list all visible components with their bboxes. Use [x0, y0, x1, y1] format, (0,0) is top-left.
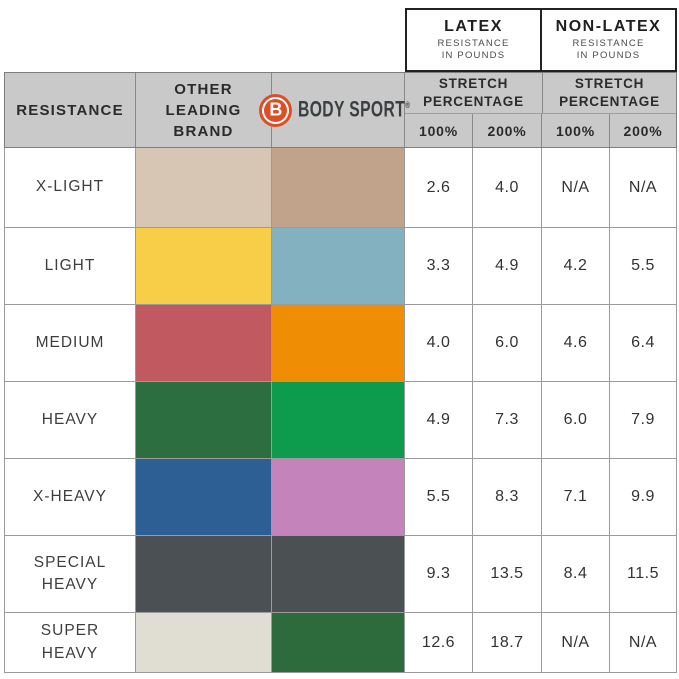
latex-100-value: 4.0: [405, 305, 473, 382]
non-latex-stretch-line1: STRETCH: [574, 76, 645, 92]
latex-stretch-percentage-header: [405, 73, 542, 114]
other-brand-swatch: [136, 228, 272, 305]
latex-subtitle-line2: IN POUNDS: [441, 50, 506, 61]
bodysport-logo-letter: B: [269, 99, 283, 120]
latex-200-label: 200%: [487, 122, 527, 139]
other-brand-line3: BRAND: [173, 122, 234, 140]
latex-200-value: 4.9: [473, 228, 542, 305]
non-latex-200-label: 200%: [623, 122, 663, 139]
resistance-in-pounds-header: [405, 8, 677, 72]
latex-100-label: 100%: [418, 122, 458, 139]
non-latex-200-column-header: [610, 114, 676, 147]
latex-subtitle: [437, 38, 509, 63]
non-latex-200-value: N/A: [610, 613, 677, 673]
non-latex-100-value: N/A: [542, 148, 610, 228]
non-latex-header-cell: [540, 10, 675, 70]
bodysport-brand-name: [298, 97, 410, 122]
other-brand-column-header: [136, 73, 272, 147]
table-header-row: [4, 72, 677, 148]
bodysport-swatch: [272, 305, 405, 382]
other-brand-swatch: [136, 459, 272, 536]
table-body: [4, 148, 677, 673]
non-latex-200-value: 6.4: [610, 305, 677, 382]
latex-stretch-line1: STRETCH: [438, 76, 509, 92]
row-label: X-LIGHT: [5, 148, 136, 228]
latex-header-cell: [407, 10, 540, 70]
other-brand-line2: LEADING: [165, 101, 242, 119]
latex-100-value: 3.3: [405, 228, 473, 305]
latex-100-column-header: [405, 114, 473, 147]
latex-subtitle-line1: RESISTANCE: [437, 37, 510, 49]
latex-200-value: 4.0: [473, 148, 542, 228]
latex-100-value: 9.3: [405, 536, 473, 613]
other-brand-line1: OTHER: [174, 80, 233, 98]
latex-100-value: 2.6: [405, 148, 473, 228]
row-label: LIGHT: [5, 228, 136, 305]
latex-200-column-header: [473, 114, 542, 147]
non-latex-100-value: 4.6: [542, 305, 610, 382]
latex-100-value: 12.6: [405, 613, 473, 673]
non-latex-100-value: 4.2: [542, 228, 610, 305]
non-latex-100-value: N/A: [542, 613, 610, 673]
latex-200-value: 8.3: [473, 459, 542, 536]
bodysport-swatch: [272, 613, 405, 673]
other-brand-swatch: [136, 536, 272, 613]
non-latex-100-label: 100%: [555, 122, 595, 139]
non-latex-100-value: 6.0: [542, 382, 610, 459]
row-label: SUPER HEAVY: [5, 613, 136, 673]
bodysport-swatch: [272, 148, 405, 228]
bodysport-name-text: BODY SPORT: [298, 97, 406, 122]
latex-200-value: 13.5: [473, 536, 542, 613]
non-latex-100-value: 7.1: [542, 459, 610, 536]
latex-200-value: 6.0: [473, 305, 542, 382]
registered-trademark-symbol: ®: [405, 100, 411, 110]
non-latex-subtitle-line1: RESISTANCE: [572, 37, 645, 49]
bodysport-swatch: [272, 382, 405, 459]
latex-100-value: 5.5: [405, 459, 473, 536]
non-latex-200-value: 5.5: [610, 228, 677, 305]
bodysport-column-header: [269, 73, 411, 147]
non-latex-200-value: 9.9: [610, 459, 677, 536]
bodysport-logo-circle-icon: [259, 94, 292, 127]
non-latex-stretch-percentage-header: [542, 73, 676, 114]
non-latex-200-value: 11.5: [610, 536, 677, 613]
non-latex-100-value: 8.4: [542, 536, 610, 613]
other-brand-swatch: [136, 305, 272, 382]
bodysport-swatch: [272, 536, 405, 613]
latex-200-value: 7.3: [473, 382, 542, 459]
latex-title: LATEX: [444, 17, 503, 35]
non-latex-200-value: N/A: [610, 148, 677, 228]
row-label: X-HEAVY: [5, 459, 136, 536]
non-latex-100-column-header: [542, 114, 610, 147]
bodysport-swatch: [272, 228, 405, 305]
non-latex-subtitle-line2: IN POUNDS: [576, 50, 641, 61]
row-label: MEDIUM: [5, 305, 136, 382]
latex-stretch-line2: PERCENTAGE: [423, 94, 524, 109]
other-brand-swatch: [136, 148, 272, 228]
bodysport-logo: [259, 94, 416, 127]
non-latex-200-value: 7.9: [610, 382, 677, 459]
non-latex-stretch-line2: PERCENTAGE: [559, 94, 660, 109]
row-label: HEAVY: [5, 382, 136, 459]
latex-100-value: 4.9: [405, 382, 473, 459]
other-brand-swatch: [136, 382, 272, 459]
other-brand-swatch: [136, 613, 272, 673]
non-latex-subtitle: [572, 38, 644, 63]
resistance-label: RESISTANCE: [16, 101, 124, 119]
bodysport-swatch: [272, 459, 405, 536]
resistance-column-header: [5, 73, 136, 147]
non-latex-title: NON-LATEX: [555, 17, 662, 35]
latex-200-value: 18.7: [473, 613, 542, 673]
row-label: SPECIAL HEAVY: [5, 536, 136, 613]
